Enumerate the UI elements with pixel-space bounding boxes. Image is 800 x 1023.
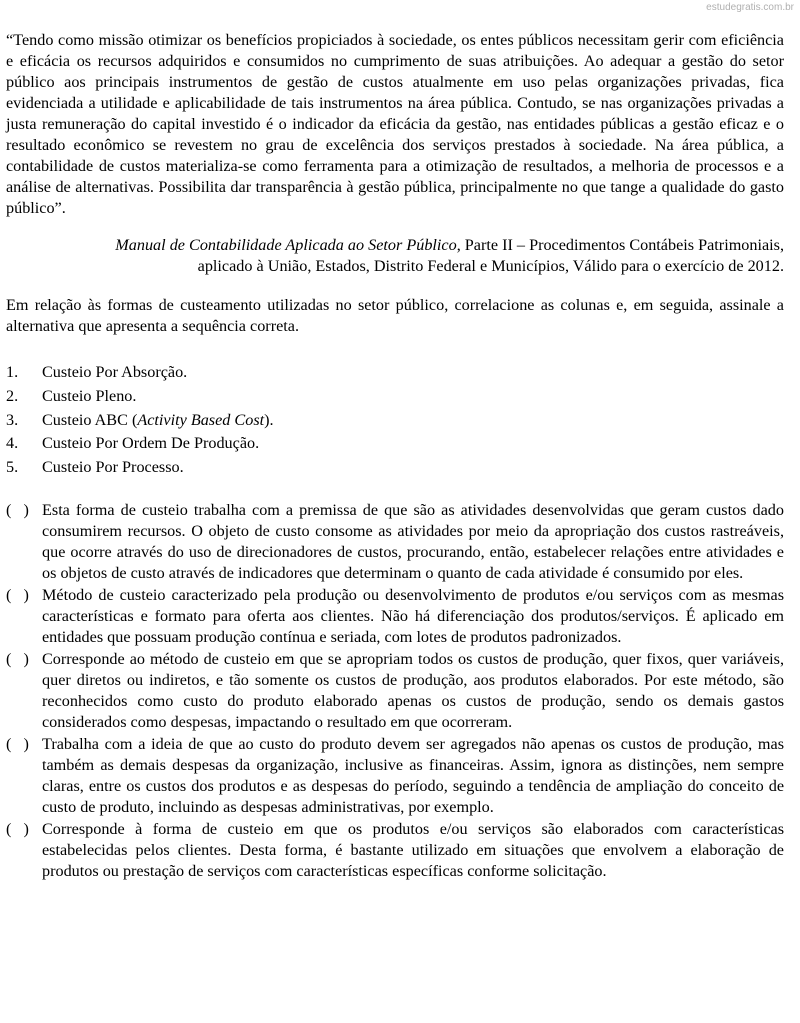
list-label: Custeio ABC (	[42, 410, 138, 429]
answer-blank[interactable]: ( )	[6, 500, 29, 519]
list-item	[6, 432, 784, 456]
list-number: 4.	[6, 434, 19, 453]
quote-paragraph: “Tendo como missão otimizar os benefícios propiciados à sociedade, os entes públicos necessitam gerir com eficiência e eficácia os recursos adquiridos e consumidos no cumprimento de suas atribuições. Ao adequar a gestão do setor público aos principais instrumentos de gestão de custos atualmente em uso pelas organizações privadas, fica evidenciada a utilidade e aplicabilidade de tais instrumentos na área pública. Contudo, se nas organizações privadas a justa remuneração do capital investido é o indicador da eficácia da gestão, nas entidades públicas a gestão eficaz e o resultado econômico se revestem no grau de excelência dos serviços prestados à sociedade. Na área pública, a contabilidade de custos materializa-se como ferramenta para a otimização de resultados, a melhoria de processos e a análise de alternativas. Possibilita dar transparência à gestão pública, principalmente no que tange a qualidade do gasto público”.	[6, 31, 784, 217]
list-number: 1.	[6, 363, 19, 381]
assertion-text: Esta forma de custeio trabalha com a premissa de que são as atividades desenvolvidas que geram custos dado consumirem recursos. O objeto de custo consome as atividades por meio da apropriação dos custos rastreáveis, que ocorre através do uso de direcionadores de custos, procurando, então, estabelecer relações entre atividades e os objetos de custo através de indicadores que determinam o quanto de cada atividade é consumido por eles.	[42, 500, 784, 582]
source-title: Manual de Contabilidade Aplicada ao Setor Público	[115, 236, 457, 254]
list-item	[6, 409, 784, 433]
answer-blank[interactable]: ( )	[6, 585, 29, 604]
answer-blank[interactable]: ( )	[6, 819, 29, 838]
list-item	[6, 456, 784, 480]
assertion-item	[6, 585, 784, 648]
source-line1-rest: , Parte II – Procedimentos Contábeis Patrimoniais,	[456, 236, 784, 254]
list-item	[6, 385, 784, 409]
assertion-text: Método de custeio caracterizado pela produção ou desenvolvimento de produtos e/ou serviços com as mesmas características e formato para oferta aos clientes. Não há diferenciação dos produtos/serviços. É aplicado em entidades que possuam produção contínua e seriada, com lotes de produtos padronizados.	[42, 585, 784, 646]
list-number: 3.	[6, 410, 19, 429]
list-number: 2.	[6, 386, 19, 405]
assertion-list	[6, 500, 784, 882]
list-label: Custeio Por Ordem De Produção.	[42, 434, 260, 453]
assertion-item	[6, 734, 784, 818]
source-citation	[6, 235, 784, 277]
list-label-emphasis: Activity Based Cost	[137, 410, 265, 429]
assertion-item	[6, 500, 784, 584]
assertion-text: Corresponde à forma de custeio em que os produtos e/ou serviços são elaborados com características estabelecidas pelos clientes. Desta forma, é bastante utilizado em situações que envolvem a elaboração de produtos ou prestação de serviços com características específicas conforme solicitação.	[42, 819, 784, 880]
list-label: Custeio Por Processo.	[42, 458, 184, 477]
list-item	[6, 361, 784, 385]
assertion-item	[6, 649, 784, 733]
list-number: 5.	[6, 458, 19, 477]
assertion-item	[6, 819, 784, 882]
numbered-list	[6, 361, 784, 480]
assertion-text: Corresponde ao método de custeio em que se apropriam todos os custos de produção, quer fixos, quer variáveis, quer diretos ou indiretos, e tão somente os custos de produção, aos produtos elaborados. Por este método, são reconhecidos como custo do produto elaborado apenas os custos de produção, sendo os demais gastos considerados como despesas, impactando o resultado em que ocorreram.	[42, 649, 784, 731]
source-line2: aplicado à União, Estados, Distrito Federal e Municípios, Válido para o exercício de 2012.	[197, 257, 784, 275]
answer-blank[interactable]: ( )	[6, 734, 29, 753]
list-label: Custeio Por Absorção.	[42, 363, 188, 381]
site-watermark: estudegratis.com.br	[706, 2, 794, 13]
question-page	[6, 30, 784, 883]
assertion-text: Trabalha com a ideia de que ao custo do produto devem ser agregados não apenas os custos de produção, mas também as demais despesas da organização, inclusive as financeiras. Assim, ignora as distinções, nem sempre claras, entre os custos dos produtos e as despesas do período, seguindo a tendência de ampliação do conceito de custo de produto, incluindo as despesas administrativas, por exemplo.	[42, 734, 784, 816]
answer-blank[interactable]: ( )	[6, 649, 29, 668]
list-label-suffix: ).	[264, 410, 274, 429]
list-label: Custeio Pleno.	[42, 386, 137, 405]
question-instruction: Em relação às formas de custeamento utilizadas no setor público, correlacione as colunas e, em seguida, assinale a alternativa que apresenta a sequência correta.	[6, 296, 784, 335]
